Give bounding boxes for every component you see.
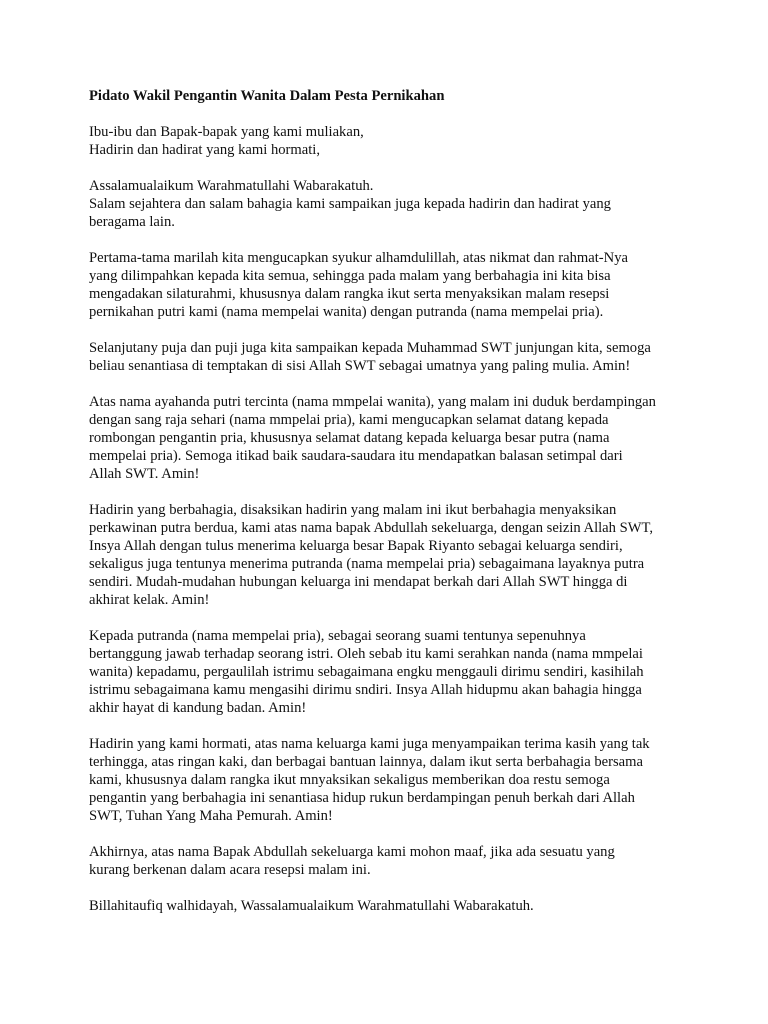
paragraph-greeting bbox=[89, 123, 689, 159]
text-line: yang dilimpahkan kepada kita semua, sehingga pada malam yang berbahagia ini kita bisa bbox=[89, 268, 611, 284]
text-line: Billahitaufiq walhidayah, Wassalamualaikum Warahmatullahi Wabarakatuh. bbox=[89, 898, 534, 914]
text-line: beragama lain. bbox=[89, 214, 175, 230]
text-line: Hadirin yang kami hormati, atas nama keluarga kami juga menyampaikan terima kasih yang tak bbox=[89, 736, 650, 752]
text-line: Pertama-tama marilah kita mengucapkan syukur alhamdulillah, atas nikmat dan rahmat-Nya bbox=[89, 250, 628, 266]
text-line: Allah SWT. Amin! bbox=[89, 466, 200, 482]
paragraph-puja-puji bbox=[89, 339, 689, 375]
text-line: Atas nama ayahanda putri tercinta (nama mmpelai wanita), yang malam ini duduk berdampingan bbox=[89, 394, 656, 410]
document-title: Pidato Wakil Pengantin Wanita Dalam Pesta Pernikahan bbox=[89, 88, 445, 104]
text-line: Salam sejahtera dan salam bahagia kami sampaikan juga kepada hadirin dan hadirat yang bbox=[89, 196, 611, 212]
paragraph-selamat-datang bbox=[89, 393, 689, 483]
text-line: Hadirin yang berbahagia, disaksikan hadirin yang malam ini ikut berbahagia menyaksikan bbox=[89, 502, 617, 518]
text-line: dengan sang raja sehari (nama mmpelai pria), kami mengucapkan selamat datang kepada bbox=[89, 412, 609, 428]
text-line: kurang berkenan dalam acara resepsi malam ini. bbox=[89, 862, 371, 878]
text-line: Akhirnya, atas nama Bapak Abdullah sekeluarga kami mohon maaf, jika ada sesuatu yang bbox=[89, 844, 615, 860]
text-line: Hadirin dan hadirat yang kami hormati, bbox=[89, 142, 320, 158]
text-line: terhingga, atas ringan kaki, dan berbagai bantuan lainnya, dalam ikut serta berbahagia bersama bbox=[89, 754, 643, 770]
text-line: mempelai pria). Semoga itikad baik saudara-saudara itu mendapatkan balasan setimpal dari bbox=[89, 448, 623, 464]
text-line: sendiri. Mudah-mudahan hubungan keluarga ini mendapat berkah dari Allah SWT hingga di bbox=[89, 574, 628, 590]
paragraph-salam bbox=[89, 177, 689, 231]
text-line: akhir hayat di kandung badan. Amin! bbox=[89, 700, 307, 716]
text-line: SWT, Tuhan Yang Maha Pemurah. Amin! bbox=[89, 808, 333, 824]
text-line: pengantin yang berbahagia ini senantiasa hidup rukun berdampingan penuh berkah dari Allah bbox=[89, 790, 635, 806]
text-line: istrimu sebagaimana kamu mengasihi dirimu sndiri. Insya Allah hidupmu akan bahagia hingga bbox=[89, 682, 642, 698]
text-line: akhirat kelak. Amin! bbox=[89, 592, 210, 608]
paragraph-penutup bbox=[89, 897, 689, 915]
text-line: sekaligus juga tentunya menerima putranda (nama mempelai pria) sebagaimana layaknya putra bbox=[89, 556, 645, 572]
paragraph-menerima-keluarga bbox=[89, 501, 689, 609]
paragraph-terima-kasih bbox=[89, 735, 689, 825]
text-line: rombongan pengantin pria, khususnya selamat datang kepada keluarga besar putra (nama bbox=[89, 430, 610, 446]
text-line: bertanggung jawab terhadap seorang istri. Oleh sebab itu kami serahkan nanda (nama mmpelai bbox=[89, 646, 643, 662]
paragraph-syukur bbox=[89, 249, 689, 321]
text-line: Insya Allah dengan tulus menerima keluarga besar Bapak Riyanto sebagai keluarga sendiri, bbox=[89, 538, 623, 554]
text-line: wanita) kepadamu, pergaulilah istrimu sebagaimana engku menggauli dirimu sendiri, kasihilah bbox=[89, 664, 644, 680]
text-line: mengadakan silaturahmi, khususnya dalam rangka ikut serta menyaksikan malam resepsi bbox=[89, 286, 610, 302]
document-body bbox=[89, 87, 689, 933]
text-line: Selanjutany puja dan puji juga kita sampaikan kepada Muhammad SWT junjungan kita, semoga bbox=[89, 340, 651, 356]
text-line: kami, khususnya dalam rangka ikut mnyaksikan sekaligus memberikan doa restu semoga bbox=[89, 772, 610, 788]
text-line: Kepada putranda (nama mempelai pria), sebagai seorang suami tentunya sepenuhnya bbox=[89, 628, 586, 644]
text-line: perkawinan putra berdua, kami atas nama bapak Abdullah sekeluarga, dengan seizin Allah SWT, bbox=[89, 520, 653, 536]
text-line: Ibu-ibu dan Bapak-bapak yang kami muliakan, bbox=[89, 124, 364, 140]
text-line: pernikahan putri kami (nama mempelai wanita) dengan putranda (nama mempelai pria). bbox=[89, 304, 604, 320]
text-line: Assalamualaikum Warahmatullahi Wabarakatuh. bbox=[89, 178, 374, 194]
paragraph-nasihat bbox=[89, 627, 689, 717]
paragraph-mohon-maaf bbox=[89, 843, 689, 879]
text-line: beliau senantiasa di temptakan di sisi Allah SWT sebagai umatnya yang paling mulia. Amin! bbox=[89, 358, 631, 374]
